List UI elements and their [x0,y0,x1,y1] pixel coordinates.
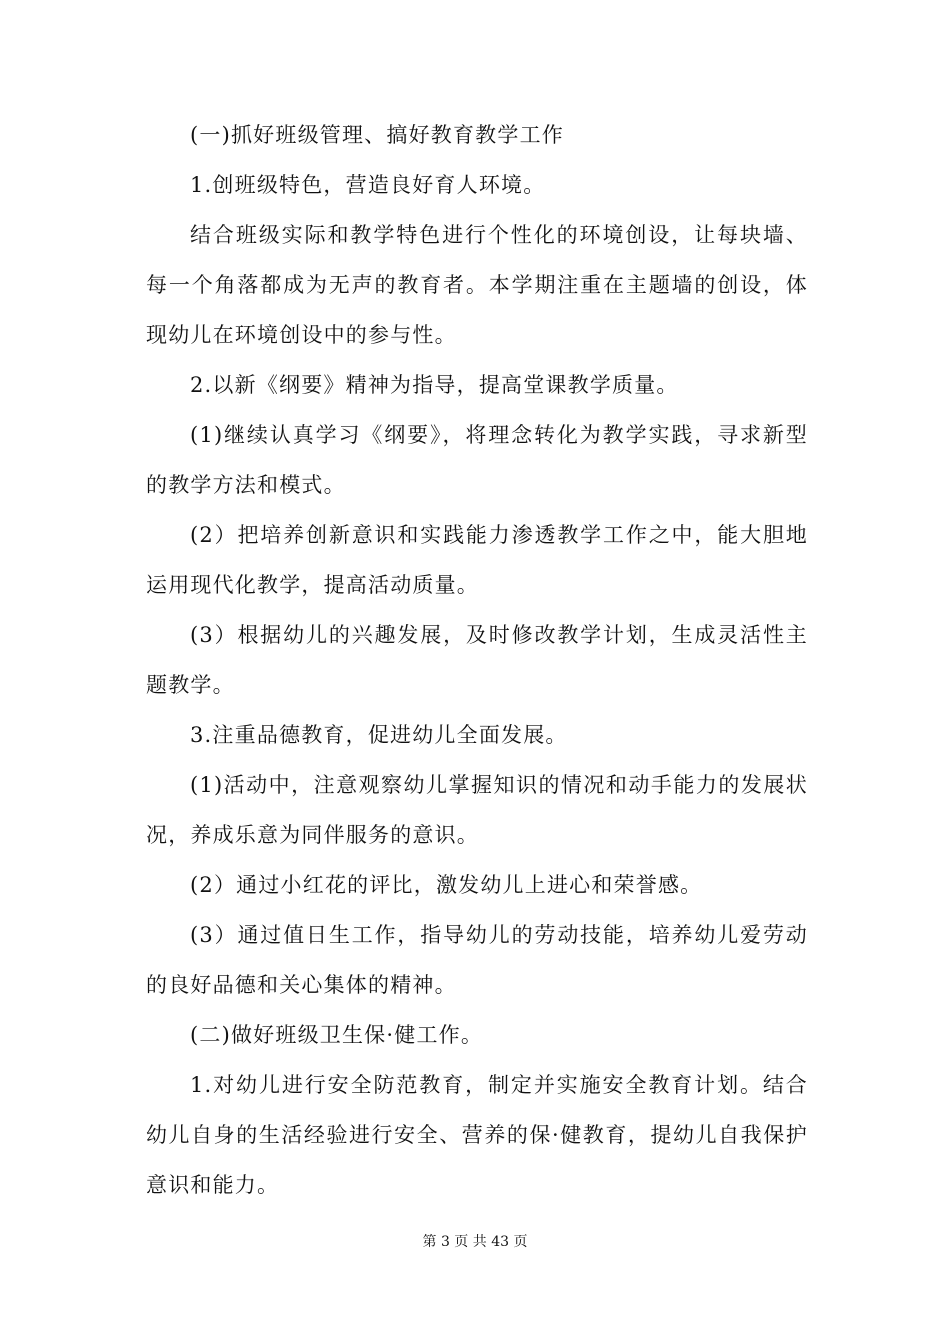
paragraph: (1)继续认真学习《纲要》，将理念转化为教学实践，寻求新型的教学方法和模式。 [146,423,808,497]
page-number-label: 第 3 页 共 43 页 [422,1234,528,1250]
paragraph: (1)活动中，注意观察幼儿掌握知识的情况和动手能力的发展状况，养成乐意为同伴服务的意识。 [146,773,808,847]
section-heading-1: (一)抓好班级管理、搞好教育教学工作 [190,123,564,147]
paragraph: 3.注重品德教育，促进幼儿全面发展。 [190,723,568,747]
page-footer [0,1232,950,1252]
paragraph: (2）把培养创新意识和实践能力渗透教学工作之中，能大胆地运用现代化教学，提高活动质量。 [146,523,808,597]
paragraph: 结合班级实际和教学特色进行个性化的环境创设，让每块墙、每一个角落都成为无声的教育者。本学期注重在主题墙的创设，体现幼儿在环境创设中的参与性。 [146,223,808,347]
section-heading-2: (二)做好班级卫生保·健工作。 [190,1023,484,1047]
document-body [146,110,808,1210]
paragraph: (3）通过值日生工作，指导幼儿的劳动技能，培养幼儿爱劳动的良好品德和关心集体的精神。 [146,923,808,997]
paragraph: 1.对幼儿进行安全防范教育，制定并实施安全教育计划。结合幼儿自身的生活经验进行安全、营养的保·健教育，提幼儿自我保护意识和能力。 [146,1073,808,1197]
paragraph: (3）根据幼儿的兴趣发展，及时修改教学计划，生成灵活性主题教学。 [146,623,808,697]
paragraph: (2）通过小红花的评比，激发幼儿上进心和荣誉感。 [190,873,703,897]
paragraph: 2.以新《纲要》精神为指导，提高堂课教学质量。 [190,373,679,397]
paragraph: 1.创班级特色，营造良好育人环境。 [190,173,546,197]
